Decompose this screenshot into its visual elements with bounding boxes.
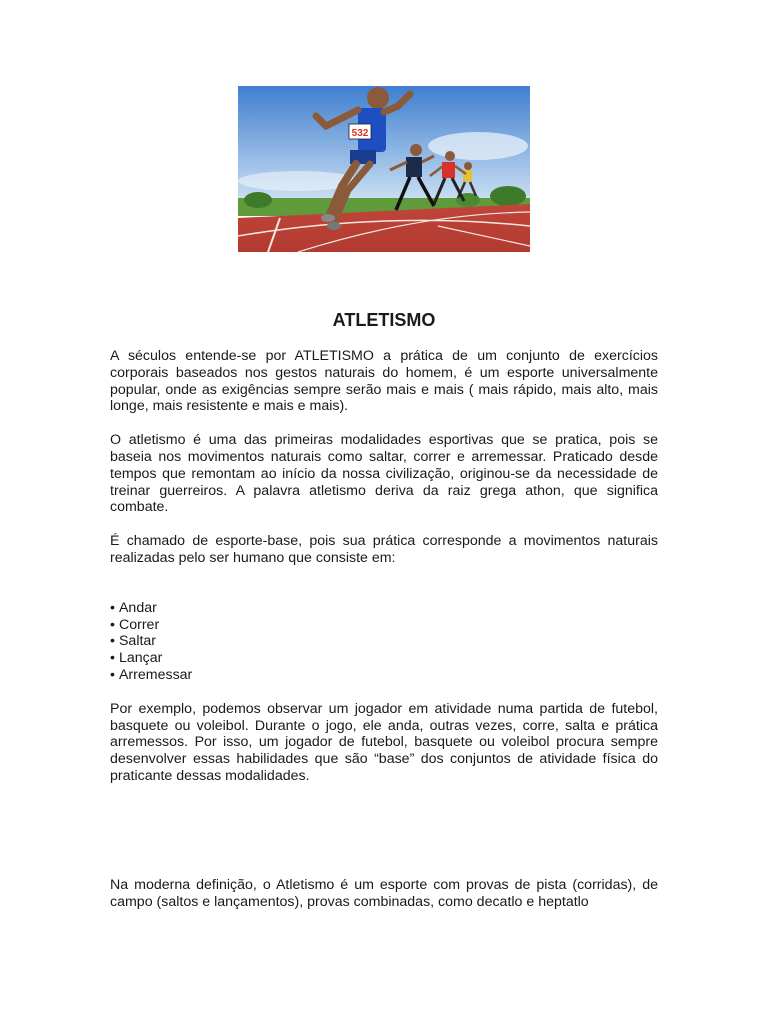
list-item: • Correr: [110, 616, 160, 633]
sprinters-illustration: [238, 86, 530, 252]
paragraph-3: É chamado de esporte-base, pois sua prática corresponde a movimentos naturais realizadas pelo ser humano que consiste em:: [110, 533, 658, 566]
bullet-char: •: [110, 666, 115, 683]
paragraph-1: A séculos entende-se por ATLETISMO a prática de um conjunto de exercícios corporais baseados nos gestos naturais do homem, é um esporte universalmente popular, onde as exigências sempre serão mais e mais ( mais rápido, mais alto, mais longe, mais resistente e mais e mais).: [110, 348, 658, 415]
list-item: • Andar: [110, 599, 157, 616]
bullet-char: •: [110, 650, 115, 667]
document-body: [110, 348, 658, 910]
hero-image-sprinters: [238, 86, 530, 252]
bullet-char: •: [110, 616, 115, 633]
movement-list: [110, 600, 658, 684]
list-item: • Lançar: [110, 650, 163, 667]
bullet-char: •: [110, 599, 115, 616]
bullet-char: •: [110, 633, 115, 650]
list-item: • Saltar: [110, 633, 157, 650]
bib-number: 532: [351, 128, 369, 139]
paragraph-4: Por exemplo, podemos observar um jogador em atividade numa partida de futebol, basquete ou voleibol. Durante o jogo, ele anda, outras vezes, corre, salta e prática arremessos. Por isso, um jogador de futebol, basquete ou voleibol procura sempre desenvolver essas habilidades que são “base” dos conjuntos de atividade física do praticante dessas modalidades.: [110, 700, 658, 784]
list-item: • Arremessar: [110, 666, 193, 683]
paragraph-5: Na moderna definição, o Atletismo é um esporte com provas de pista (corridas), de campo (saltos e lançamentos), provas combinadas, como decatlo e heptatlo: [110, 876, 658, 910]
paragraph-2: O atletismo é uma das primeiras modalidades esportivas que se pratica, pois se baseia nos movimentos naturais como saltar, correr e arremessar. Praticado desde tempos que remontam ao início da nossa civilização, originou-se da necessidade de treinar guerreiros. A palavra atletismo deriva da raiz grega athon, que significa combate.: [110, 432, 658, 516]
document-title: ATLETISMO: [332, 310, 436, 330]
